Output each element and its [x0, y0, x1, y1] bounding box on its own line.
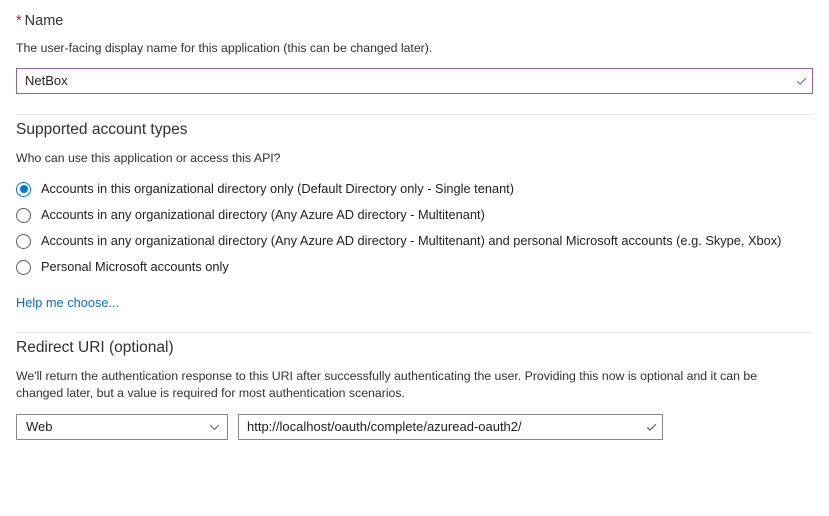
name-input-wrapper[interactable] — [16, 68, 813, 94]
radio-option-personal-only[interactable] — [16, 254, 813, 280]
radio-label: Accounts in this organizational directory only (Default Directory only - Single tenant) — [41, 181, 514, 196]
radio-label: Accounts in any organizational directory (Any Azure AD directory - Multitenant) and personal Microsoft accounts (e.g. Skype, Xbox) — [41, 233, 782, 248]
name-label-text: Name — [24, 13, 64, 29]
platform-select[interactable] — [16, 414, 228, 440]
checkmark-icon — [640, 415, 662, 439]
redirect-uri-input-wrapper[interactable] — [238, 414, 663, 440]
radio-indicator[interactable] — [16, 260, 31, 275]
name-description: The user-facing display name for this application (this can be changed later). — [16, 41, 433, 55]
checkmark-icon — [790, 69, 812, 93]
account-types-description: Who can use this application or access this API? — [16, 151, 281, 165]
radio-option-multitenant[interactable] — [16, 202, 813, 228]
redirect-uri-description: We'll return the authentication response to this URI after successfully authenticating the user. Providing this now is optional and it can be changed later, but a value is required for most authentication scenarios. — [16, 369, 758, 400]
help-me-choose-link[interactable]: Help me choose... — [16, 295, 120, 310]
radio-indicator[interactable] — [16, 234, 31, 249]
radio-option-multitenant-and-personal[interactable] — [16, 228, 813, 254]
radio-option-single-tenant[interactable] — [16, 176, 813, 202]
radio-indicator[interactable] — [16, 182, 31, 197]
account-types-radio-group[interactable] — [16, 176, 813, 280]
name-label — [16, 0, 813, 31]
required-asterisk: * — [16, 13, 22, 29]
radio-label: Accounts in any organizational directory (Any Azure AD directory - Multitenant) — [41, 207, 485, 222]
redirect-uri-input[interactable] — [239, 416, 640, 438]
radio-indicator[interactable] — [16, 208, 31, 223]
redirect-uri-row — [16, 414, 813, 440]
redirect-uri-title: Redirect URI (optional) — [16, 339, 174, 356]
radio-label: Personal Microsoft accounts only — [41, 259, 229, 274]
account-types-title: Supported account types — [16, 121, 188, 138]
platform-select-value: Web — [26, 419, 53, 434]
name-input[interactable] — [17, 70, 790, 92]
chevron-down-icon[interactable] — [201, 424, 227, 431]
